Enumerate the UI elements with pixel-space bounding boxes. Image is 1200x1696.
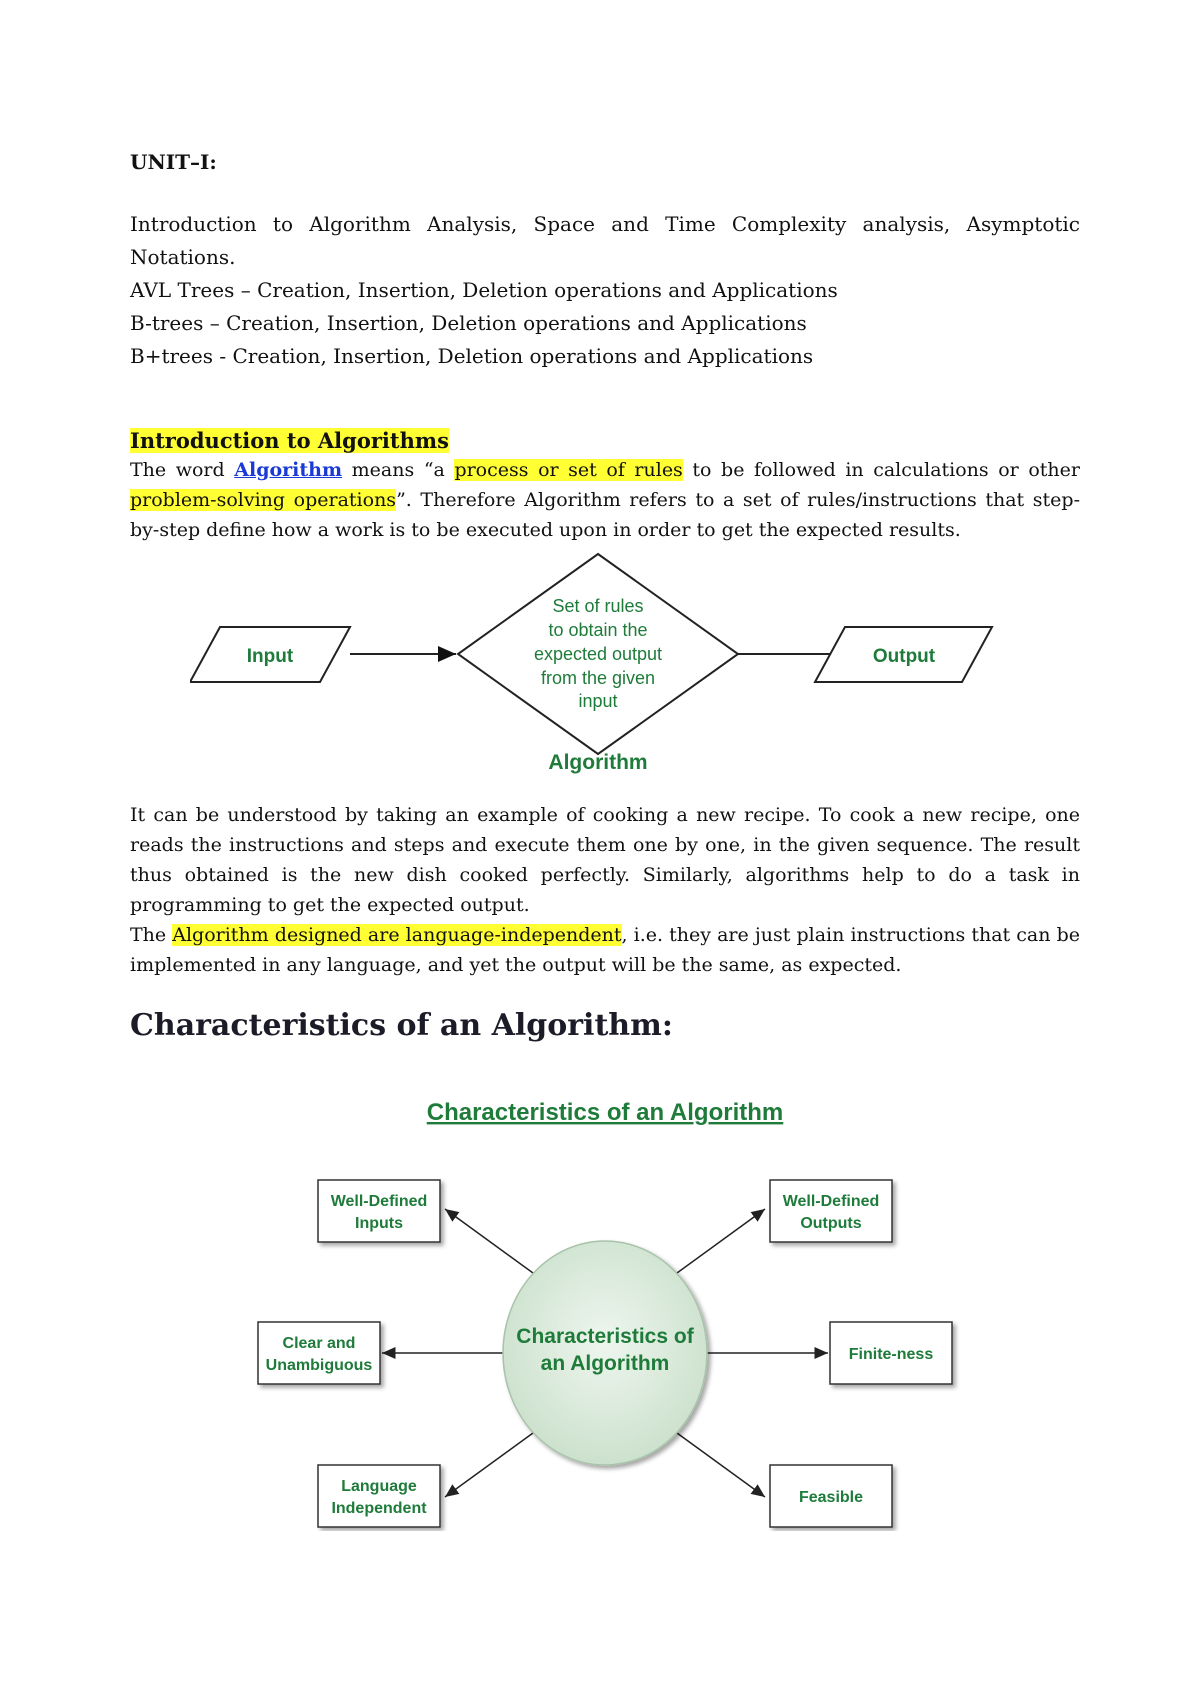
recipe-line-3: thus obtained is the new dish cooked perfectly. Similarly, algorithms help to do a task in	[130, 864, 1080, 886]
rules-line-4: from the given	[540, 668, 656, 688]
recipe-line-1: It can be understood by taking an example of cooking a new recipe. To cook a new recipe, one	[130, 804, 1080, 826]
syllabus-line-3: B-trees – Creation, Insertion, Deletion operations and Applications	[130, 311, 807, 335]
syllabus-line-4: B+trees - Creation, Insertion, Deletion operations and Applications	[130, 344, 814, 368]
input-label: Input	[246, 646, 294, 667]
box-well-defined-inputs	[318, 1180, 440, 1242]
text: , i.e. they are just plain instructions that can be	[621, 924, 1080, 946]
connector-feasible	[677, 1433, 765, 1497]
feasible-label: Feasible	[798, 1489, 864, 1506]
recipe-line-5	[130, 920, 1080, 950]
finiteness-label: Finite-ness	[848, 1346, 934, 1363]
language-line-2: Independent	[331, 1500, 427, 1517]
outputs-line-2: Outputs	[800, 1215, 862, 1232]
language-line-1: Language	[341, 1478, 417, 1495]
clear-line-1: Clear and	[282, 1335, 356, 1352]
recipe-line-4: programming to get the expected output.	[130, 894, 530, 916]
clear-line-2: Unambiguous	[265, 1357, 373, 1374]
characteristics-heading: Characteristics of an Algorithm:	[130, 1008, 673, 1043]
rules-line-5: input	[578, 691, 618, 711]
characteristics-diagram	[240, 1085, 970, 1535]
diagram-title: Characteristics of an Algorithm	[426, 1099, 784, 1126]
algorithm-caption: Algorithm	[548, 751, 648, 774]
recipe-line-6: implemented in any language, and yet the output will be the same, as expected.	[130, 954, 902, 976]
center-line-1: Characteristics of	[516, 1325, 694, 1348]
connector-language	[445, 1433, 533, 1497]
highlight-process: process or set of rules	[454, 459, 683, 481]
text: ”. Therefore Algorithm refers to a set of rules/instructions that step-	[396, 489, 1080, 511]
center-line-2: an Algorithm	[540, 1352, 670, 1375]
syllabus	[130, 208, 1080, 373]
rules-line-1: Set of rules	[552, 596, 644, 616]
connector-inputs	[445, 1209, 533, 1273]
recipe-line-2: reads the instructions and steps and execute them one by one, in the given sequence. The result	[130, 834, 1080, 856]
intro-line-1	[130, 455, 1080, 485]
intro-paragraph	[130, 455, 1080, 545]
unit-title: UNIT–I:	[130, 150, 217, 174]
algorithm-flow-diagram	[190, 545, 1010, 785]
output-label: Output	[872, 646, 936, 667]
rules-line-3: expected output	[533, 644, 663, 664]
box-language-independent	[318, 1465, 440, 1527]
outputs-line-1: Well-Defined	[782, 1193, 880, 1210]
text: The	[130, 924, 173, 946]
box-well-defined-outputs	[770, 1180, 892, 1242]
intro-line-3: by-step define how a work is to be executed upon in order to get the expected results.	[130, 519, 961, 541]
intro-line-2	[130, 485, 1080, 515]
syllabus-line-1b: Notations.	[130, 245, 236, 269]
intro-heading: Introduction to Algorithms	[130, 428, 449, 453]
syllabus-line-1: Introduction to Algorithm Analysis, Space and Time Complexity analysis, Asymptotic	[130, 212, 1080, 236]
highlight-language-independent: Algorithm designed are language-independent	[172, 924, 622, 946]
text: means “a	[342, 459, 455, 481]
connector-outputs	[677, 1209, 765, 1273]
rules-line-2: to obtain the	[548, 620, 648, 640]
inputs-line-2: Inputs	[355, 1215, 403, 1232]
box-clear-unambiguous	[258, 1322, 380, 1384]
text: to be followed in calculations or other	[682, 459, 1080, 481]
text: The word	[130, 459, 235, 481]
highlight-problem-solving: problem-solving operations	[130, 489, 397, 511]
diagram-crop	[240, 1531, 970, 1535]
algorithm-link[interactable]: Algorithm	[234, 459, 343, 481]
inputs-line-1: Well-Defined	[330, 1193, 428, 1210]
recipe-paragraph	[130, 800, 1080, 980]
syllabus-line-2: AVL Trees – Creation, Insertion, Deletion operations and Applications	[130, 278, 838, 302]
